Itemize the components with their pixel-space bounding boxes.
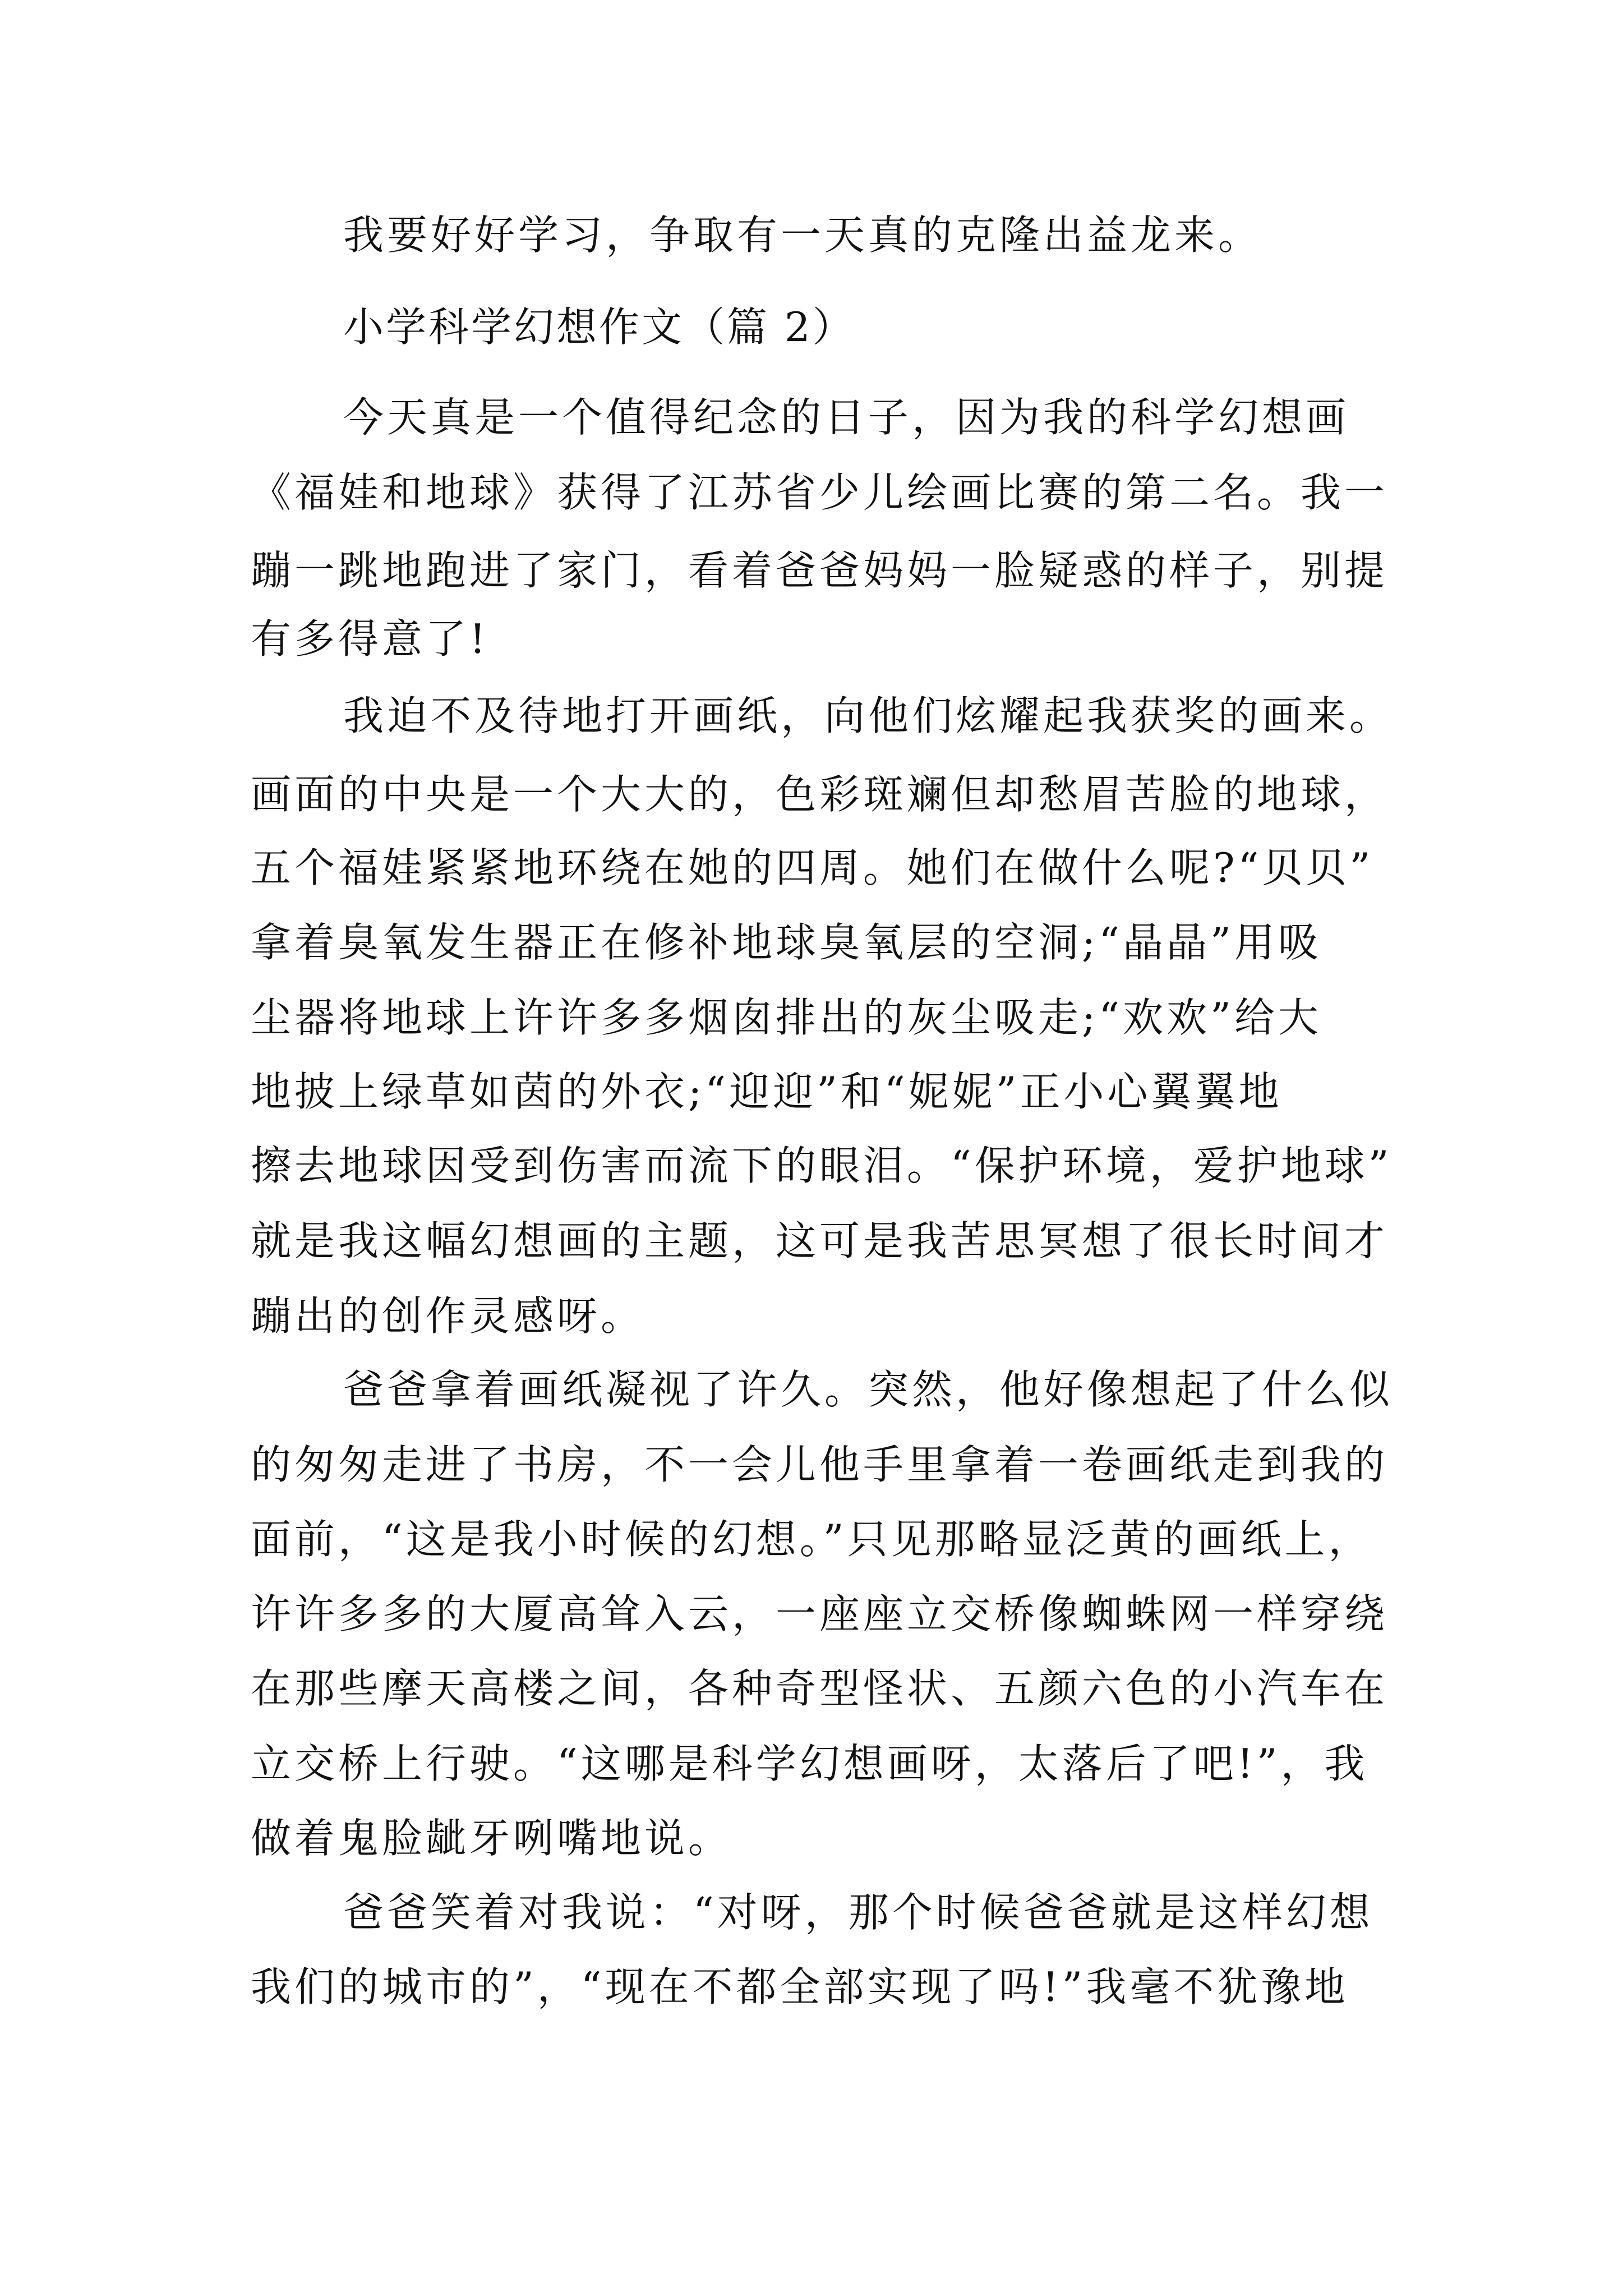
text-line: 爸爸拿着画纸凝视了许久。突然，他好像想起了什么似 — [343, 1366, 1394, 1413]
text-line: 《福娃和地球》获得了江苏省少儿绘画比赛的第二名。我一 — [251, 469, 1389, 516]
section-heading: 小学科学幻想作文（篇 2） — [343, 303, 855, 351]
text-line: 我们的城市的”，“现在不都全部实现了吗!”我毫不犹豫地 — [251, 1963, 1349, 2010]
text-line: 我要好好学习，争取有一天真的克隆出益龙来。 — [343, 211, 1262, 259]
text-line: 拿着臭氧发生器正在修补地球臭氧层的空洞;“晶晶”用吸 — [251, 919, 1322, 966]
text-line: 擦去地球因受到伤害而流下的眼泪。“保护环境，爱护地球” — [251, 1142, 1393, 1189]
text-line: 爸爸笑着对我说：“对呀，那个时候爸爸就是这样幻想 — [343, 1889, 1373, 1936]
text-line: 就是我这幅幻想画的主题，这可是我苦思冥想了很长时间才 — [251, 1217, 1389, 1264]
text-line: 地披上绿草如茵的外衣;“迎迎”和“妮妮”正小心翼翼地 — [251, 1068, 1283, 1115]
text-line: 的匆匆走进了书房，不一会儿他手里拿着一卷画纸走到我的 — [251, 1441, 1389, 1488]
text-line: 立交桥上行驶。“这哪是科学幻想画呀，太落后了吧!”，我 — [251, 1740, 1368, 1787]
text-line: 今天真是一个值得纪念的日子，因为我的科学幻想画 — [343, 394, 1350, 441]
text-line: 有多得意了! — [251, 615, 489, 662]
text-line: 画面的中央是一个大大的，色彩斑斓但却愁眉苦脸的地球， — [251, 771, 1389, 818]
text-line: 五个福娃紧紧地环绕在她的四周。她们在做什么呢?“贝贝” — [251, 844, 1374, 891]
text-line: 在那些摩天高楼之间，各种奇型怪状、五颜六色的小汽车在 — [251, 1665, 1389, 1712]
text-line: 许许多多的大厦高耸入云，一座座立交桥像蜘蛛网一样穿绕 — [251, 1590, 1389, 1637]
text-line: 蹦出的创作灵感呀。 — [251, 1292, 645, 1340]
text-line: 蹦一跳地跑进了家门，看着爸爸妈妈一脸疑惑的样子，别提 — [251, 547, 1389, 594]
text-line: 尘器将地球上许许多多烟囱排出的灰尘吸走;“欢欢”给大 — [251, 994, 1322, 1041]
text-line: 我迫不及待地打开画纸，向他们炫耀起我获奖的画来。 — [343, 692, 1394, 739]
text-line: 做着鬼脸龇牙咧嘴地说。 — [251, 1815, 732, 1862]
text-line: 面前，“这是我小时候的幻想。”只见那略显泛黄的画纸上， — [251, 1516, 1372, 1563]
